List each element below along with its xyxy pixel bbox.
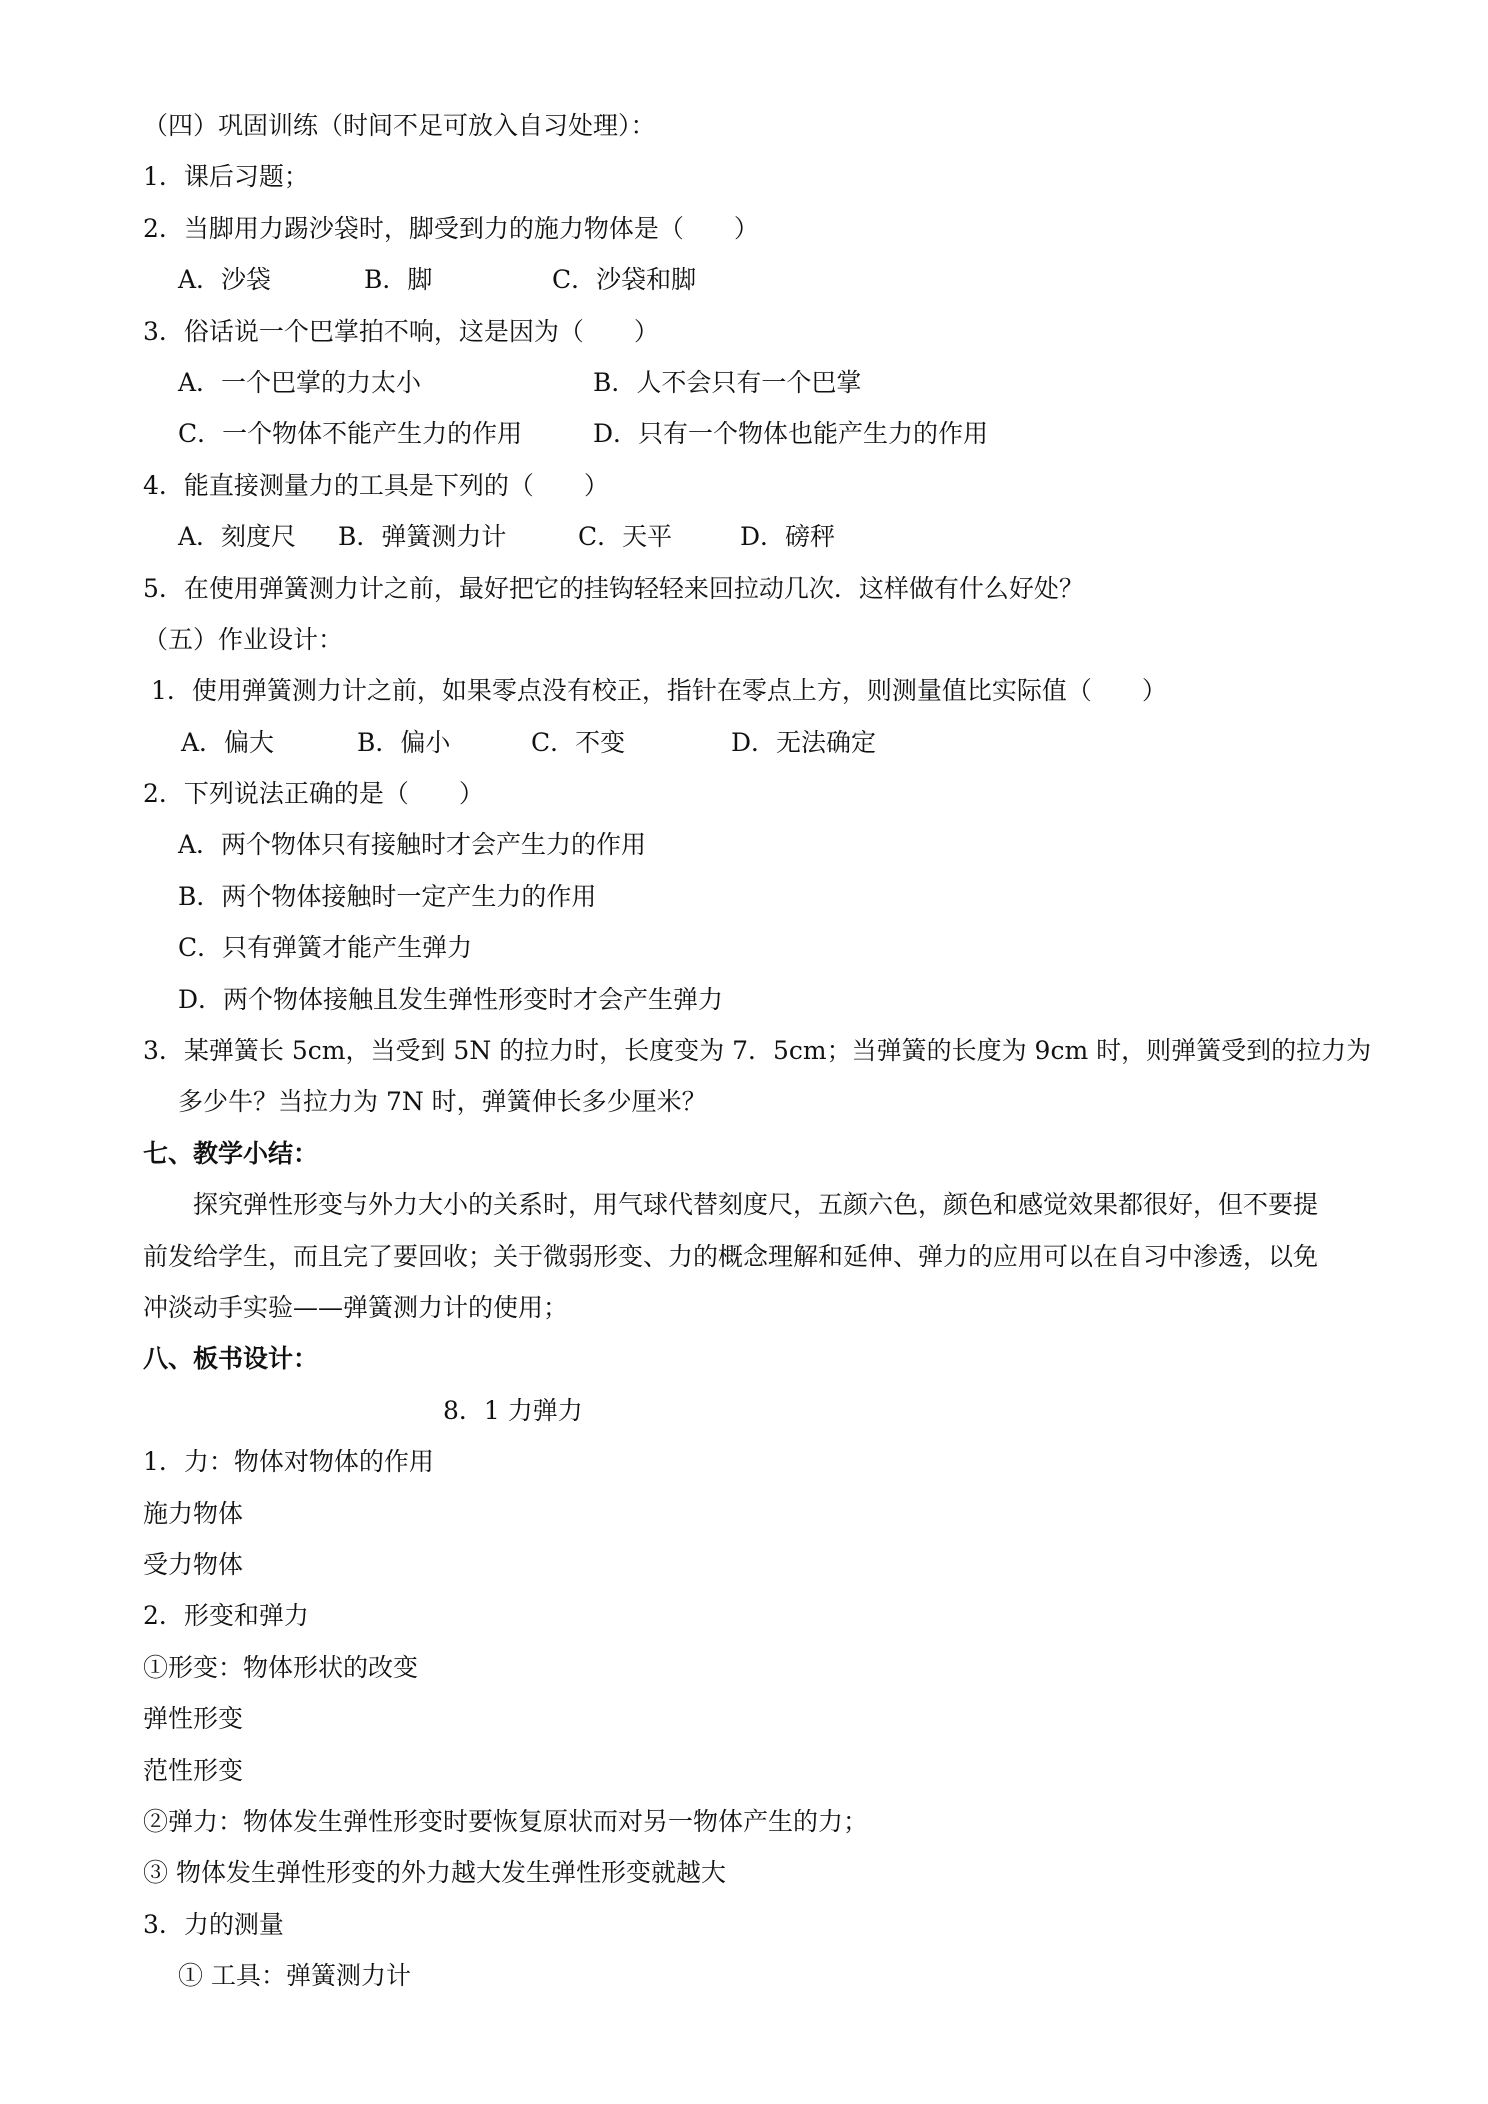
- s4-q2-options: [143, 254, 1393, 305]
- s4-q4-option-a: A．刻度尺: [178, 522, 297, 552]
- s4-q4-option-b: B．弹簧测力计: [338, 522, 507, 552]
- s5-q2-option-d: D．两个物体接触且发生弹性形变时才会产生弹力: [178, 984, 724, 1014]
- s8-line: ③ 物体发生弹性形变的外力越大发生弹性形变就越大: [143, 1858, 726, 1888]
- s8-board-title: 8．1 力弹力: [443, 1395, 583, 1425]
- s4-q2-option-a: A．沙袋: [178, 265, 272, 295]
- s7-paragraph-line1: 探究弹性形变与外力大小的关系时，用气球代替刻度尺，五颜六色，颜色和感觉效果都很好，但不要提: [193, 1190, 1319, 1220]
- s5-question-1: 1．使用弹簧测力计之前，如果零点没有校正，指针在零点上方，则测量值比实际值（ ）: [151, 676, 1167, 706]
- s5-q1-option-a: A．偏大: [181, 727, 275, 757]
- s5-question-2: 2．下列说法正确的是（ ）: [143, 779, 484, 809]
- s4-q4-option-d: D．磅秤: [740, 522, 836, 552]
- s4-question-2: 2．当脚用力踢沙袋时，脚受到力的施力物体是（ ）: [143, 213, 759, 243]
- s4-q2-option-c: C．沙袋和脚: [552, 265, 697, 295]
- s4-q4-options: [143, 511, 1393, 562]
- s5-question-3-line1: 3．某弹簧长 5cm，当受到 5N 的拉力时，长度变为 7．5cm；当弹簧的长度为 9cm 时，则弹簧受到的拉力为: [143, 1036, 1372, 1066]
- s8-last-line: ① 工具：弹簧测力计: [178, 1961, 411, 1991]
- s4-q3-options-row1: [143, 357, 1393, 408]
- s8-line: 范性形变: [143, 1755, 244, 1785]
- s8-line: 2．形变和弹力: [143, 1601, 309, 1631]
- s4-q3-option-d: D．只有一个物体也能产生力的作用: [593, 419, 989, 449]
- section4-heading: （四）巩固训练（时间不足可放入自习处理）：: [143, 111, 656, 140]
- document-page: [143, 100, 1393, 2001]
- s4-question-1: 1．课后习题；: [143, 162, 309, 192]
- s4-q3-option-b: B．人不会只有一个巴掌: [593, 367, 862, 397]
- s5-q1-option-c: C．不变: [531, 727, 626, 757]
- s4-q3-option-a: A．一个巴掌的力太小: [178, 367, 422, 397]
- s8-line: 3．力的测量: [143, 1909, 284, 1939]
- s7-paragraph-line3: 冲淡动手实验——弹簧测力计的使用；: [143, 1292, 569, 1322]
- s4-q3-options-row2: [143, 408, 1393, 459]
- s8-line: ②弹力：物体发生弹性形变时要恢复原状而对另一物体产生的力；: [143, 1806, 869, 1836]
- s4-q4-option-c: C．天平: [578, 522, 673, 552]
- s8-line: ①形变：物体形状的改变: [143, 1652, 419, 1682]
- s5-q2-option-a: A．两个物体只有接触时才会产生力的作用: [178, 830, 647, 860]
- section5-heading: （五）作业设计：: [143, 624, 344, 654]
- s4-q2-option-b: B．脚: [364, 265, 433, 295]
- s5-question-3-line2: 多少牛？当拉力为 7N 时，弹簧伸长多少厘米？: [178, 1087, 707, 1117]
- s5-q1-option-d: D．无法确定: [731, 727, 877, 757]
- s4-question-3: 3．俗话说一个巴掌拍不响，这是因为（ ）: [143, 316, 659, 346]
- s4-question-4: 4．能直接测量力的工具是下列的（ ）: [143, 470, 609, 500]
- section8-heading: 八、板书设计：: [143, 1344, 319, 1374]
- s8-line: 受力物体: [143, 1549, 244, 1579]
- s8-line: 弹性形变: [143, 1704, 244, 1734]
- s5-q1-options: [143, 717, 1393, 768]
- s5-q2-option-b: B．两个物体接触时一定产生力的作用: [178, 881, 597, 911]
- s4-question-5: 5．在使用弹簧测力计之前，最好把它的挂钩轻轻来回拉动几次．这样做有什么好处？: [143, 573, 1084, 603]
- s7-paragraph-line2: 前发给学生，而且完了要回收；关于微弱形变、力的概念理解和延伸、弹力的应用可以在自习中渗透，以免: [143, 1241, 1319, 1271]
- s8-line: 施力物体: [143, 1498, 244, 1528]
- section7-heading: 七、教学小结：: [143, 1138, 319, 1168]
- s8-line: 1．力：物体对物体的作用: [143, 1447, 434, 1477]
- s4-q3-option-c: C．一个物体不能产生力的作用: [178, 419, 523, 449]
- s5-q2-option-c: C．只有弹簧才能产生弹力: [178, 933, 473, 963]
- s5-q1-option-b: B．偏小: [357, 727, 451, 757]
